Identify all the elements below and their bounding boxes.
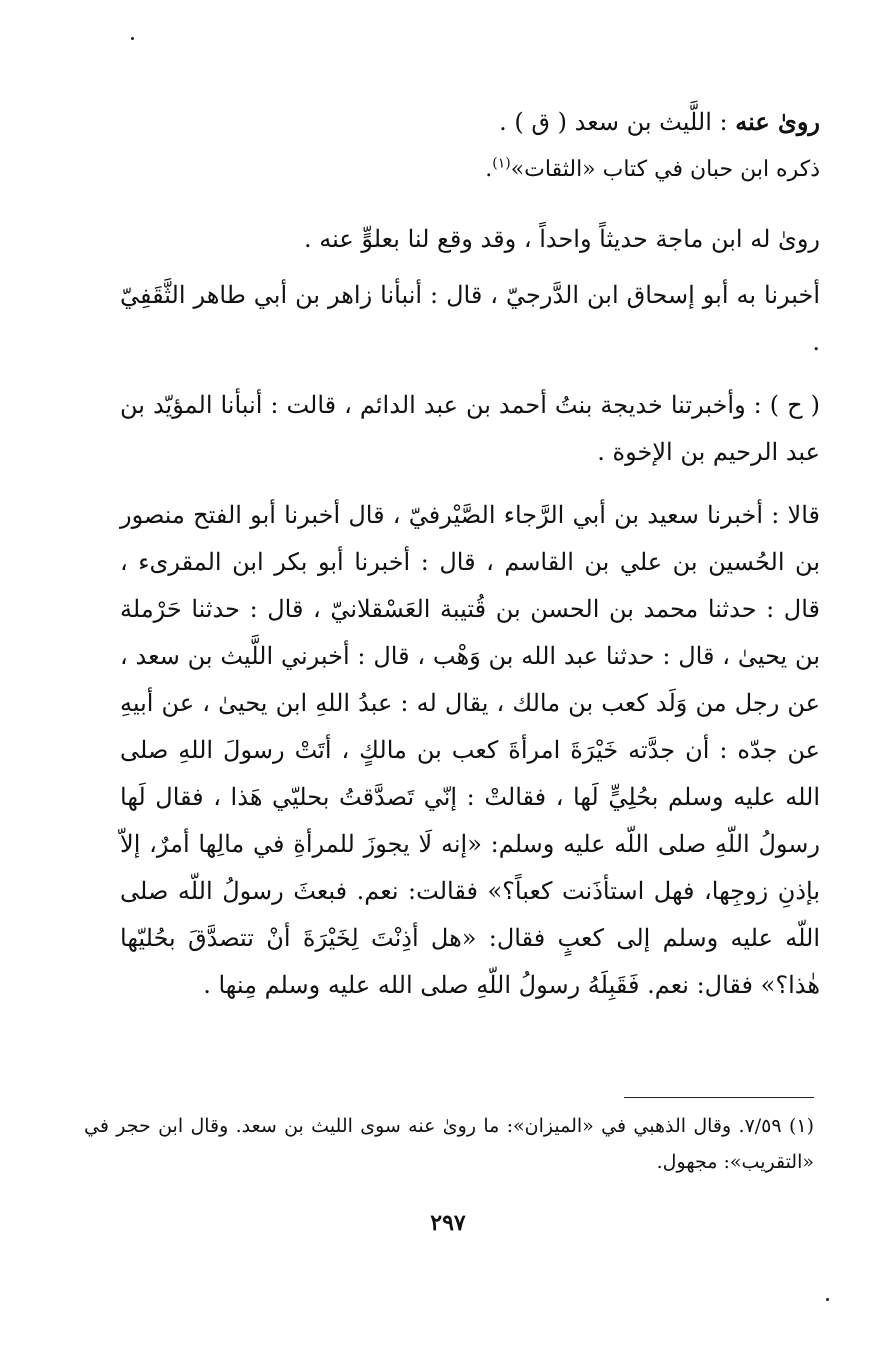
paragraph-isnad-1: أخبرنا به أبو إسحاق ابن الدَّرجيّ ، قال : أنبأنا زاهر بن أبي طاهر الثَّقَفِيّ . xyxy=(120,281,820,356)
ibn-hibban-text: ذكره ابن حبان في كتاب «الثقات» xyxy=(510,157,820,182)
paragraph-narrators xyxy=(120,98,820,146)
narrators-label: روىٰ عنه xyxy=(735,107,820,136)
paragraph-hadith: قالا : أخبرنا سعيد بن أبي الرَّجاء الصَّيْرفيّ ، قال أخبرنا أبو الفتح منصور بن الحُسين بن علي بن القاسم ، قال : أخبرنا أبو بكر ابن المقرىء ، قال : حدثنا محمد بن الحسن بن قُتيبة العَسْقلانيّ ، قال : حدثنا حَرْملة بن يحيىٰ ، قال : حدثنا عبد الله بن وَهْب ، قال : أخبرني اللَّيث بن سعد ، عن رجل من وَلَد كعب بن مالك ، يقال له : عبدُ اللهِ ابن يحيىٰ ، عن أبيهِ عن جدّه : أن جدَّته خَيْرَةَ امرأةَ كعب بن مالكٍ ، أتَتْ رسولَ اللهِ صلى الله عليه وسلم بحُلِيٍّ لَها ، فقالتْ : إنّي تَصدَّقتُ بحليّي هَذا ، فقال لَها رسولُ اللّهِ صلى اللّه عليه وسلم: «إنه لَا يجوزَ للمرأةِ في مالِها أمرٌ، إلاّ بإذنِ زوجِها، فهل استأذَنت كعباً؟» فقالت: نعم. فبعثَ رسولُ اللّه صلى اللّه عليه وسلم إلى كعبٍ فقال: «هل أذِنْتَ لِخَيْرَةَ أنْ تتصدَّقَ بحُليّها هٰذا؟» فقال: نعم. فَقَبِلَهُ رسولُ اللّهِ صلى الله عليه وسلم مِنها . xyxy=(120,501,821,999)
page-number: ٢٩٧ xyxy=(430,1210,466,1236)
footnote-reference: (١) xyxy=(492,155,511,172)
footnote: (١) ٧/٥٩. وقال الذهبي في «الميزان»: ما روىٰ عنه سوى الليث بن سعد. وقال ابن حجر في «التقريب»: مجهول. xyxy=(84,1115,814,1173)
paragraph-isnad-2: ( ح ) : وأخبرتنا خديجة بنتُ أحمد بن عبد الدائم ، قالت : أنبأنا المؤيّد بن عبد الرحيم بن الإخوة . xyxy=(120,391,820,466)
scan-speck-top xyxy=(131,37,134,40)
ibn-hibban-end: . xyxy=(485,157,493,182)
footnote-divider xyxy=(624,1097,814,1098)
scan-speck-bottom xyxy=(826,1298,829,1301)
paragraph-ibn-majah: روىٰ له ابن ماجة حديثاً واحداً ، وقد وقع لنا بعلوٍّ عنه . xyxy=(304,225,820,253)
narrators-text: : اللَّيث بن سعد ( ق ) . xyxy=(499,108,728,136)
paragraph-ibn-hibban xyxy=(120,146,820,193)
